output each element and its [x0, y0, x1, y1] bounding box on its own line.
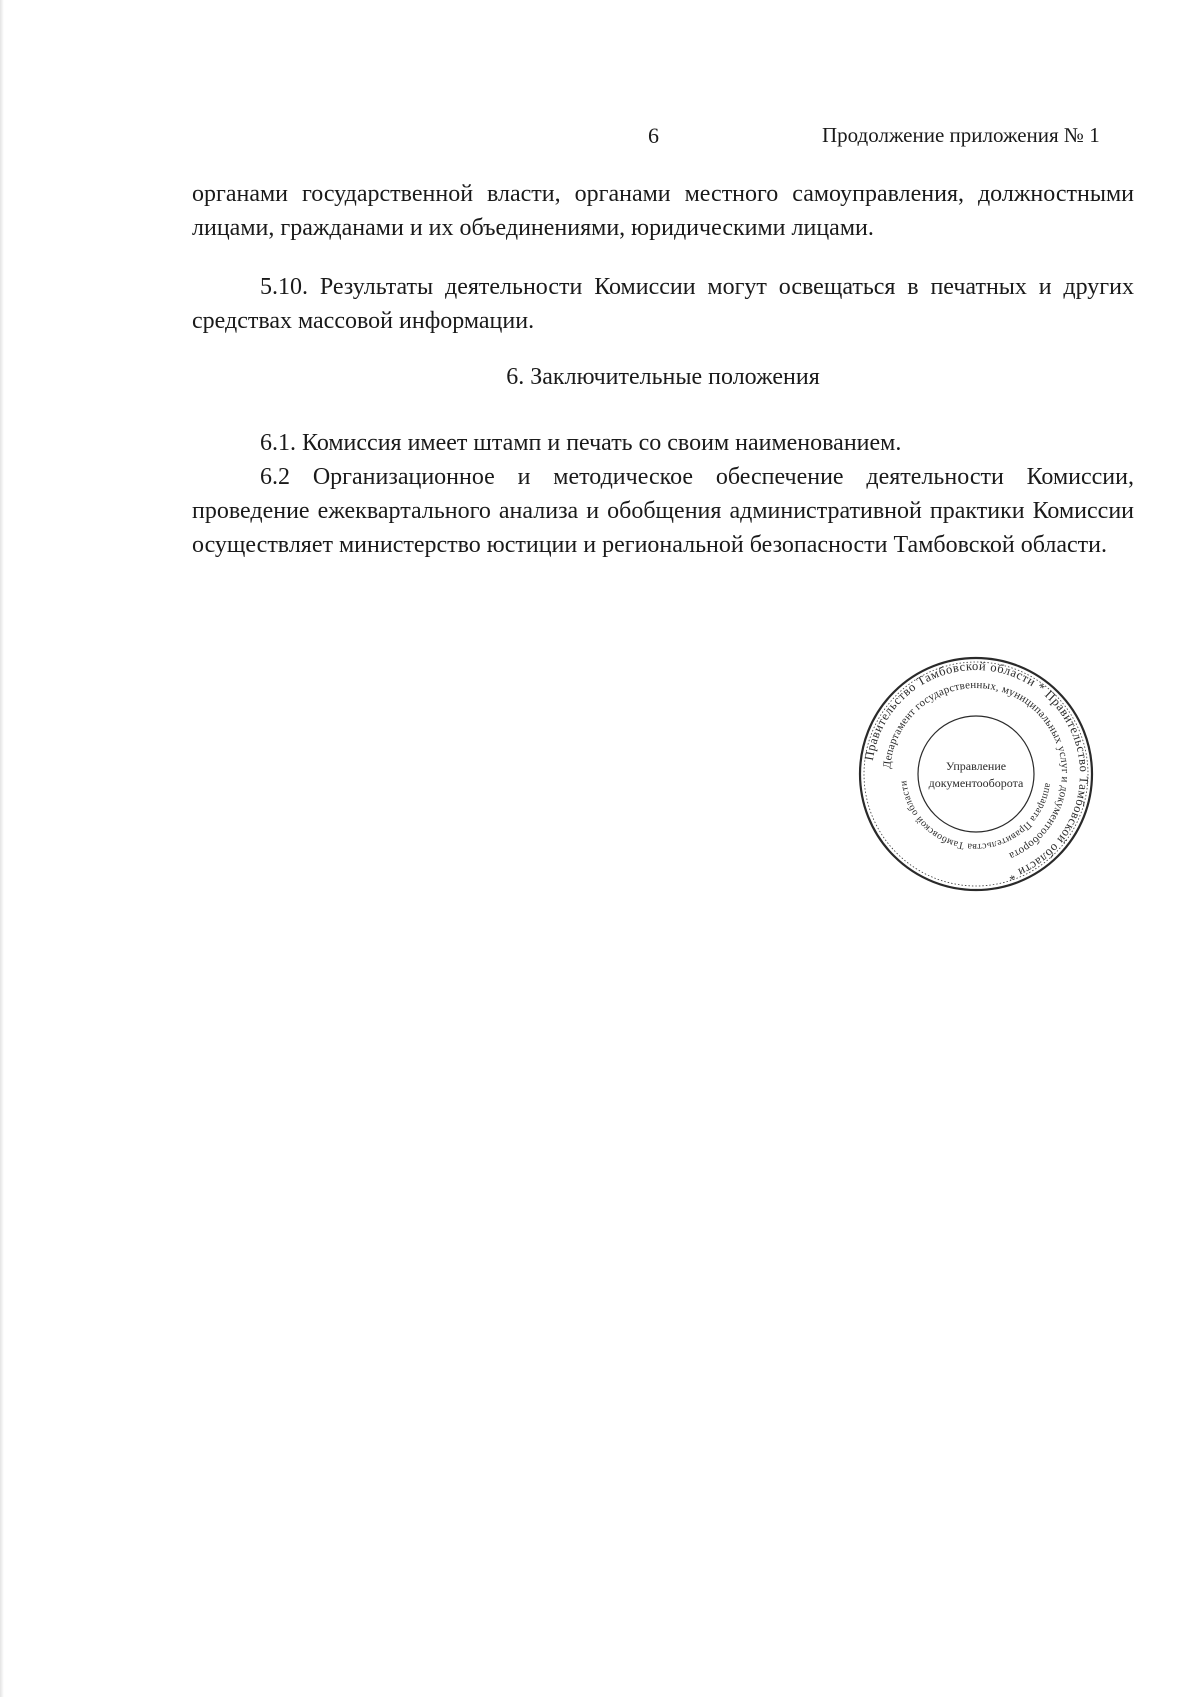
seal-middle-text: Департамент государственных, муниципальных услуг и документооборота: [881, 678, 1072, 862]
scan-edge-shadow: [0, 0, 4, 1697]
page-number: 6: [648, 123, 659, 148]
official-seal: [856, 654, 1096, 894]
paragraph-6-2-text: 6.2 Организационное и методическое обеспечение деятельности Комиссии, проведение ежеквартального анализа и обобщения административной практики Комиссии осуществляет министерство юстиции и региональной безопасности Тамбовской области.: [192, 464, 1134, 558]
paragraph-6-1: [192, 426, 1134, 460]
seal-center-line-2: документооборота: [928, 776, 1024, 790]
section-6-title: 6. Заключительные положения: [506, 364, 820, 390]
paragraph-5-10-text: 5.10. Результаты деятельности Комиссии могут освещаться в печатных и других средствах массовой информации.: [192, 274, 1134, 334]
seal-inner-text: аппарата Правительства Тамбовской области: [898, 779, 1054, 853]
paragraph-5-10: [192, 270, 1134, 338]
appendix-continuation-note: Продолжение приложения № 1: [822, 123, 1100, 147]
paragraph-continuation-text: органами государственной власти, органами местного самоуправления, должностными лицами, гражданами и их объединениями, юридическими лицами.: [192, 181, 1134, 241]
paragraph-6-2: [192, 460, 1134, 562]
paragraph-6-1-text: 6.1. Комиссия имеет штамп и печать со своим наименованием.: [260, 430, 902, 456]
seal-outer-text: Правительство Тамбовской области * Правительство Тамбовской области *: [861, 658, 1092, 884]
seal-inner-border: [918, 716, 1034, 832]
paragraph-continuation: [192, 177, 1134, 245]
seal-center-line-1: Управление: [945, 759, 1007, 773]
